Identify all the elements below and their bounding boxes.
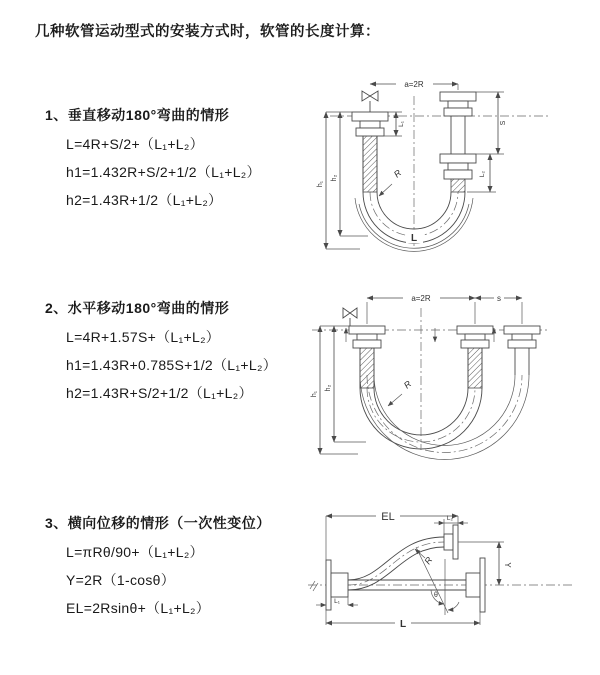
dim-label-h1: h₁ — [311, 390, 318, 398]
braided-hose-section — [468, 348, 482, 388]
section-2-formula-h2: h2=1.43R+S/2+1/2（L₁+L₂） — [66, 385, 253, 401]
section-2-formula-l: L=4R+1.57S+（L₁+L₂） — [66, 329, 221, 345]
valve-icon — [343, 308, 357, 326]
pipe-fitting — [457, 326, 493, 348]
dim-label-el: EL — [381, 511, 395, 523]
document-title: 几种软管运动型式的安装方式时，软管的长度计算： — [35, 24, 380, 40]
braided-hose-section — [360, 348, 374, 388]
flange — [466, 558, 485, 612]
u2-right-leg — [515, 348, 529, 375]
break-mark — [310, 581, 318, 591]
diagram-horizontal-u-bend — [308, 282, 588, 462]
section-3-formula-y: Y=2R（1-cosθ） — [66, 572, 176, 588]
section-3-formula-l: L=πRθ/90+（L₁+L₂） — [66, 544, 204, 560]
length-label: L — [410, 233, 418, 244]
radius-label: R — [422, 555, 435, 567]
u2-outer-wall — [360, 375, 529, 460]
dim-label-l2: L₂ — [479, 170, 486, 178]
section-1-heading: 1、垂直移动180°弯曲的情形 — [45, 107, 230, 123]
diagram-lateral-displacement — [306, 503, 591, 653]
hose-bottom-wall — [348, 547, 444, 590]
section-3-heading: 3、横向位移的情形（一次性变位） — [45, 515, 271, 531]
right-leg-pipe — [451, 116, 465, 154]
section-2-heading: 2、水平移动180°弯曲的情形 — [45, 300, 230, 316]
section-3-formula-el: EL=2Rsinθ+（L₁+L₂） — [66, 600, 211, 616]
section-1-formula-h2: h2=1.43R+1/2（L₁+L₂） — [66, 192, 223, 208]
dim-label-y: Y — [503, 562, 512, 568]
dim-label-a2r: a=2R — [411, 294, 431, 303]
dim-label-l1: L₁ — [398, 121, 405, 127]
dim-label-s: s — [497, 294, 501, 303]
pipe-fitting — [504, 326, 540, 348]
dim-label-s: S — [500, 120, 507, 126]
pipe-fitting — [440, 154, 476, 179]
radius-leader — [379, 184, 392, 196]
radius-label: R — [401, 378, 414, 391]
dim-label-a2r: a=2R — [404, 80, 424, 89]
braided-hose-section — [363, 136, 377, 192]
section-2-formula-h1: h1=1.43R+0.785S+1/2（L₁+L₂） — [66, 357, 277, 373]
diagram-vertical-u-bend — [312, 66, 587, 251]
pipe-fitting — [349, 326, 385, 348]
flange — [444, 525, 458, 559]
theta-arc — [448, 602, 459, 610]
dim-label-l1: L₁ — [334, 598, 340, 605]
radius-label: R — [391, 167, 404, 180]
dim-label-h1: h₁ — [317, 180, 324, 188]
dim-label-h2: h₂ — [331, 174, 338, 182]
valve-icon — [362, 91, 378, 112]
dim-label-l: L — [399, 619, 407, 630]
dim-label-h2: h₂ — [325, 384, 332, 392]
pipe-fitting — [352, 112, 388, 136]
pipe-fitting — [440, 92, 476, 116]
angle-label: θ — [434, 592, 438, 599]
braided-hose-section — [451, 179, 465, 192]
section-1-formula-h1: h1=1.432R+S/2+1/2（L₁+L₂） — [66, 164, 261, 180]
dim-label-l2: L₂ — [446, 515, 454, 522]
radius-leader — [388, 394, 402, 406]
section-1-formula-l: L=4R+S/2+（L₁+L₂） — [66, 136, 204, 152]
